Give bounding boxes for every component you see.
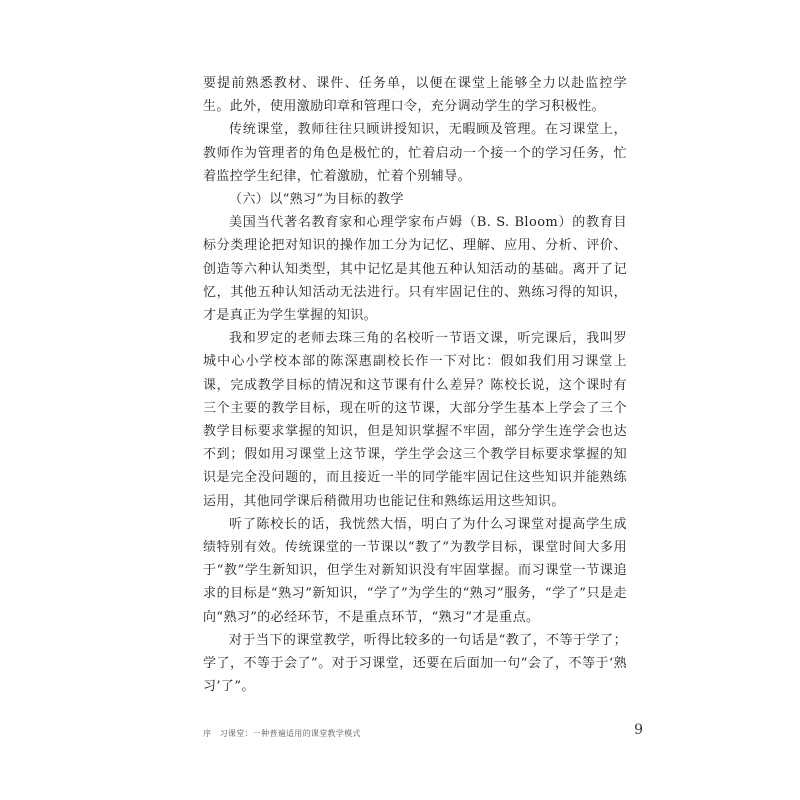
page-footer (203, 720, 643, 744)
paragraph: 对于当下的课堂教学，听得比较多的一句话是“教了，不等于学了；学了，不等于会了”。对于习课堂，还要在后面加一句“会了，不等于‘熟习’了”。 (203, 632, 627, 695)
page-number: 9 (634, 722, 643, 738)
paragraph: 我和罗定的老师去珠三角的名校听一节语文课，听完课后，我叫罗城中心小学校本部的陈深惠副校长作一下对比：假如我们用习课堂上课，完成教学目标的情况和这节课有什么差异？陈校长说，这个课时有三个主要的教学目标，现在听的这节课，大部分学生基本上学会了三个教学目标要求掌握的知识，但是知识掌握不牢固，部分学生连学会也达不到；假如用习课堂上这节课，学生学会这三个教学目标要求掌握的知识是完全没问题的，而且接近一半的同学能牢固记住这些知识并能熟练运用，其他同学课后稍微用功也能记住和熟练运用这些知识。 (203, 331, 627, 509)
section-heading: （六）以“熟习”为目标的教学 (229, 192, 404, 208)
body-text (203, 72, 627, 698)
running-footer-title: 序 习课堂：一种普遍适用的课堂教学模式 (203, 729, 361, 738)
paragraph: 听了陈校长的话，我恍然大悟，明白了为什么习课堂对提高学生成绩特别有效。传统课堂的一节课以“教了”为教学目标，课堂时间大多用于“教”学生新知识，但学生对新知识没有牢固掌握。而习课堂一节课追求的目标是“熟习”新知识，“学了”为学生的“熟习”服务，“学了”只是走向“熟习”的必经环节，不是重点环节，“熟习”才是重点。 (203, 516, 627, 625)
paragraph: 传统课堂，教师往往只顾讲授知识，无暇顾及管理。在习课堂上，教师作为管理者的角色是极忙的，忙着启动一个接一个的学习任务，忙着监控学生纪律，忙着激励，忙着个别辅导。 (203, 122, 627, 184)
paragraph-continuation: 要提前熟悉教材、课件、任务单，以便在课堂上能够全力以赴监控学生。此外，使用激励印章和管理口令，充分调动学生的学习积极性。 (203, 76, 627, 115)
paragraph: 美国当代著名教育家和心理学家布卢姆（B. S. Bloom）的教育目标分类理论把对知识的操作加工分为记忆、理解、应用、分析、评价、创造等六种认知类型，其中记忆是其他五种认知活动的基础。离开了记忆，其他五种认知活动无法进行。只有牢固记住的、熟练习得的知识，才是真正为学生掌握的知识。 (203, 215, 627, 324)
